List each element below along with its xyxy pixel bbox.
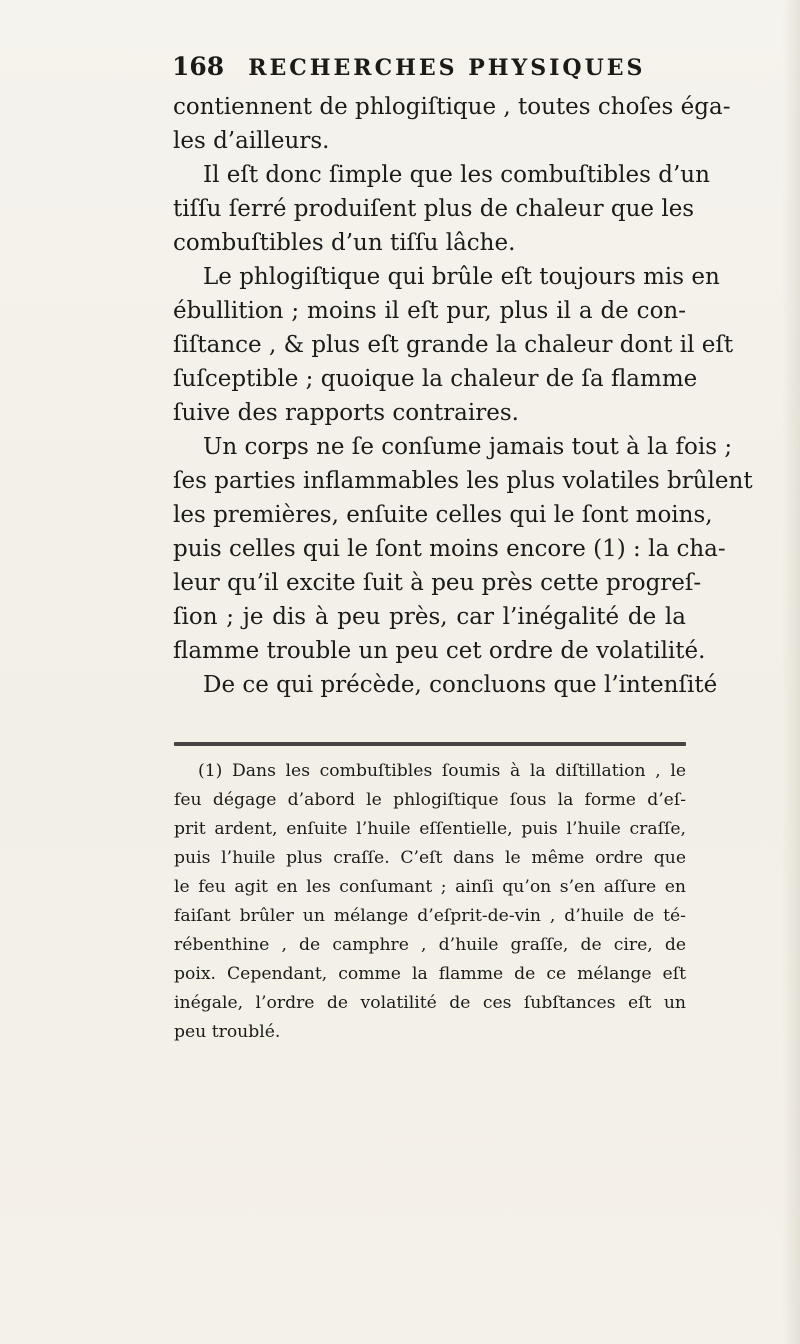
footnote-line: puis l’huile plus craſſe. C’eſt dans le même ordre que <box>174 848 686 868</box>
text-line: tiſſu ſerré produiſent plus de chaleur que les <box>173 196 695 222</box>
text-line: leur qu’il excite ſuit à peu près cette progreſ- <box>173 570 702 596</box>
text-line: Le phlogiſtique qui brûle eſt toujours mis en <box>203 264 720 290</box>
running-head <box>172 52 692 88</box>
footnote-line: peu troublé. <box>174 1022 281 1042</box>
text-line: contiennent de phlogiſtique , toutes choſes éga- <box>173 94 731 120</box>
text-line: Il eſt donc ſimple que les combuſtibles d’un <box>203 162 710 188</box>
footnote-line: le feu agit en les conſumant ; ainſi qu’on s’en aſſure en <box>174 877 686 897</box>
text-line: Un corps ne ſe conſume jamais tout à la fois ; <box>203 434 733 460</box>
text-line: ſuive des rapports contraires. <box>173 400 519 426</box>
footnote-separator-rule <box>174 742 686 746</box>
footnote-line: faiſant brûler un mélange d’eſprit-de-vin , d’huile de té- <box>174 906 686 926</box>
footnote-line: prit ardent, enſuite l’huile eſſentielle, puis l’huile craſſe, <box>174 819 686 839</box>
footnote-line: feu dégage d’abord le phlogiſtique ſous la forme d’eſ- <box>174 790 686 810</box>
text-line: ſes parties inflammables les plus volatiles brûlent <box>173 468 753 494</box>
text-line: ébullition ; moins il eſt pur, plus il a de con- <box>173 298 686 324</box>
text-line: puis celles qui le ſont moins encore (1) : la cha- <box>173 536 726 562</box>
footnote <box>174 757 686 1047</box>
page-edge-shadow <box>782 0 800 1344</box>
page-number: 168 <box>172 52 225 81</box>
footnote-line: (1) Dans les combuſtibles ſoumis à la diſtillation , le <box>198 761 686 781</box>
running-title: RECHERCHES PHYSIQUES <box>248 55 646 81</box>
text-line: flamme trouble un peu cet ordre de volatilité. <box>173 638 706 664</box>
text-line: les d’ailleurs. <box>173 128 330 154</box>
main-text <box>173 90 753 702</box>
text-line: ſuſceptible ; quoique la chaleur de ſa flamme <box>173 366 698 392</box>
text-line: combuſtibles d’un tiſſu lâche. <box>173 230 516 256</box>
text-line: ſion ; je dis à peu près, car l’inégalité de la <box>173 604 686 630</box>
footnote-line: inégale, l’ordre de volatilité de ces ſubſtances eſt un <box>174 993 686 1013</box>
text-line: ſiſtance , & plus eſt grande la chaleur dont il eſt <box>173 332 734 358</box>
text-line: les premières, enſuite celles qui le ſont moins, <box>173 502 713 528</box>
footnote-line: poix. Cependant, comme la flamme de ce mélange eſt <box>174 964 686 984</box>
footnote-line: rébenthine , de camphre , d’huile graſſe, de cire, de <box>174 935 686 955</box>
text-line: De ce qui précède, concluons que l’intenſité <box>203 672 718 698</box>
